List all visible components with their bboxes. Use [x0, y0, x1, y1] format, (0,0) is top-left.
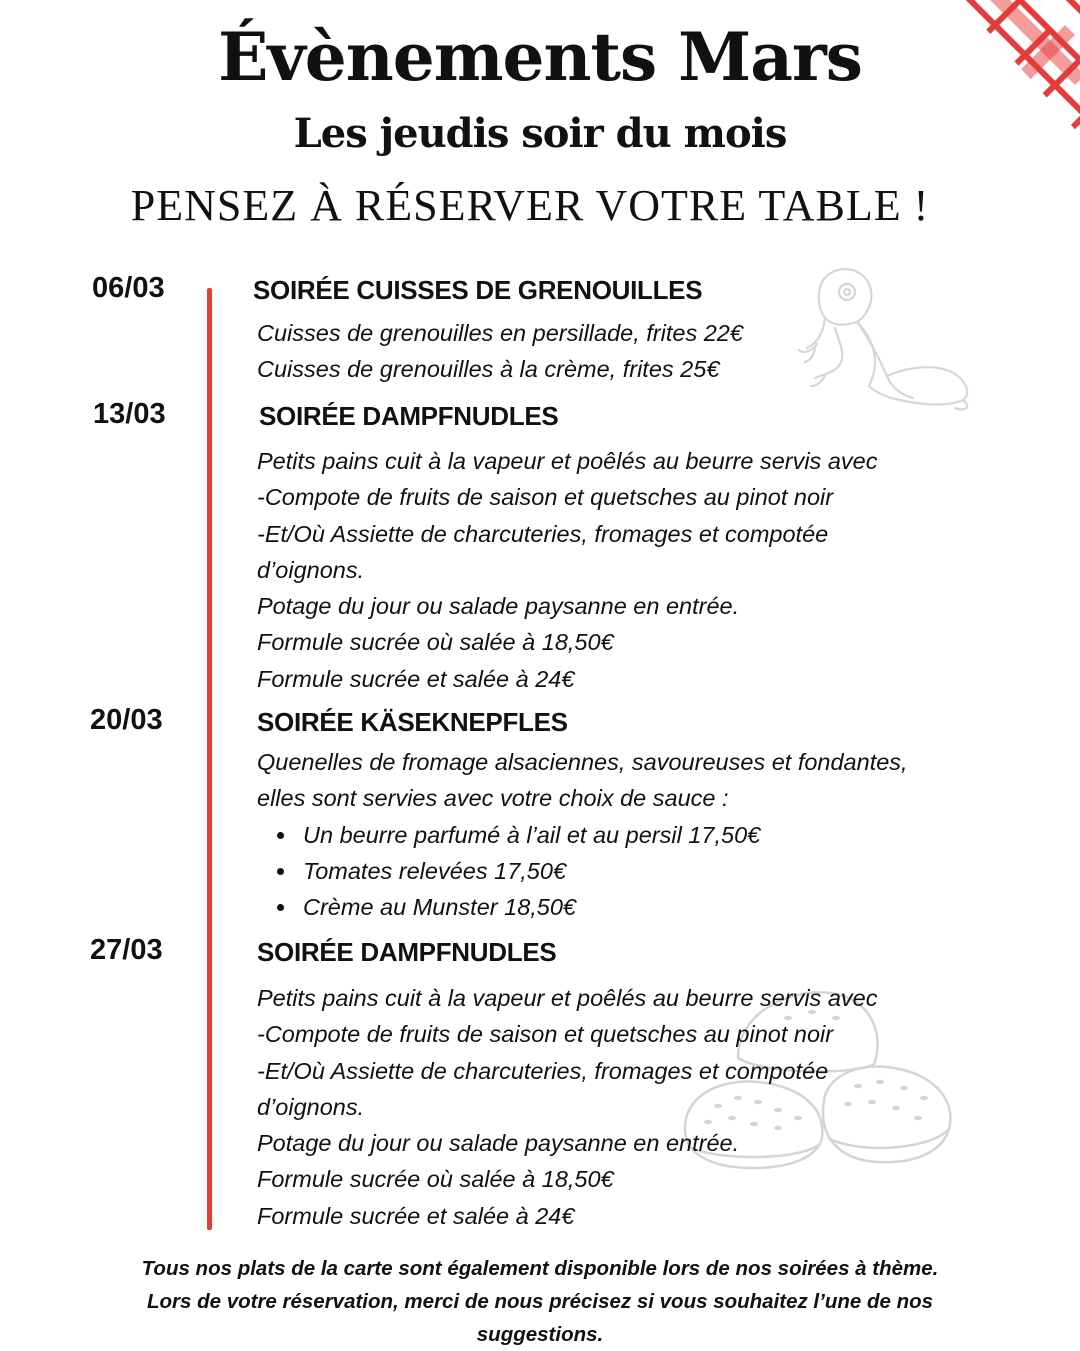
description-line: Quenelles de fromage alsaciennes, savoureuses et fondantes,: [257, 749, 908, 775]
list-item: Crème au Munster 18,50€: [257, 889, 957, 925]
event-date: 06/03: [92, 272, 165, 304]
footer-line: Tous nos plats de la carte sont également disponible lors de nos soirées à thème.: [141, 1257, 939, 1280]
event-description: [257, 443, 957, 697]
description-line: Formule sucrée et salée à 24€: [257, 665, 575, 692]
footer-line: Lors de votre réservation, merci de nous précisez si vous souhaitez l’une de nos: [146, 1290, 934, 1313]
description-line: Cuisses de grenouilles à la crème, frites 25€: [257, 356, 720, 383]
event-title: SOIRÉE DAMPFNUDLES: [259, 401, 559, 431]
event-date: 20/03: [90, 704, 163, 736]
description-line: -Et/Où Assiette de charcuteries, fromages et compotée: [257, 1057, 829, 1084]
description-line: Formule sucrée où salée à 18,50€: [257, 629, 614, 656]
list-item: Un beurre parfumé à l’ail et au persil 17,50€: [257, 817, 957, 853]
description-line: -Compote de fruits de saison et quetsches au pinot noir: [257, 484, 834, 511]
description-line: Formule sucrée où salée à 18,50€: [257, 1166, 614, 1193]
list-item: Tomates relevées 17,50€: [257, 853, 957, 889]
description-line: -Compote de fruits de saison et quetsches au pinot noir: [257, 1021, 834, 1048]
sauce-list: [257, 817, 957, 926]
page-subtitle: Les jeudis soir du mois: [293, 110, 787, 157]
description-line: Cuisses de grenouilles en persillade, frites 22€: [257, 320, 743, 346]
description-line: elles sont servies avec votre choix de sauce :: [257, 785, 729, 812]
timeline-line: [207, 288, 212, 1230]
footer-note: [0, 1252, 1080, 1351]
footer-line: suggestions.: [476, 1323, 604, 1346]
reservation-reminder: PENSEZ À RÉSERVER VOTRE TABLE !: [130, 181, 930, 230]
event-title: SOIRÉE DAMPFNUDLES: [257, 937, 557, 967]
event-date: 13/03: [93, 398, 166, 430]
event-description: [257, 744, 957, 925]
description-line: Petits pains cuit à la vapeur et poêlés au beurre servis avec: [257, 448, 878, 474]
event-description: [257, 980, 957, 1234]
event-description: [257, 315, 957, 388]
description-line: Petits pains cuit à la vapeur et poêlés au beurre servis avec: [257, 985, 878, 1011]
description-line: Potage du jour ou salade paysanne en entrée.: [257, 1130, 740, 1157]
event-title: SOIRÉE CUISSES DE GRENOUILLES: [253, 275, 703, 305]
description-line: -Et/Où Assiette de charcuteries, fromages et compotée: [257, 520, 829, 547]
description-line: d’oignons.: [257, 556, 365, 583]
event-date: 27/03: [90, 934, 163, 966]
page-title: Évènements Mars: [218, 18, 862, 96]
event-title: SOIRÉE KÄSEKNEPFLES: [257, 707, 568, 737]
description-line: Potage du jour ou salade paysanne en entrée.: [257, 593, 740, 620]
description-line: Formule sucrée et salée à 24€: [257, 1202, 575, 1229]
description-line: d’oignons.: [257, 1093, 365, 1120]
